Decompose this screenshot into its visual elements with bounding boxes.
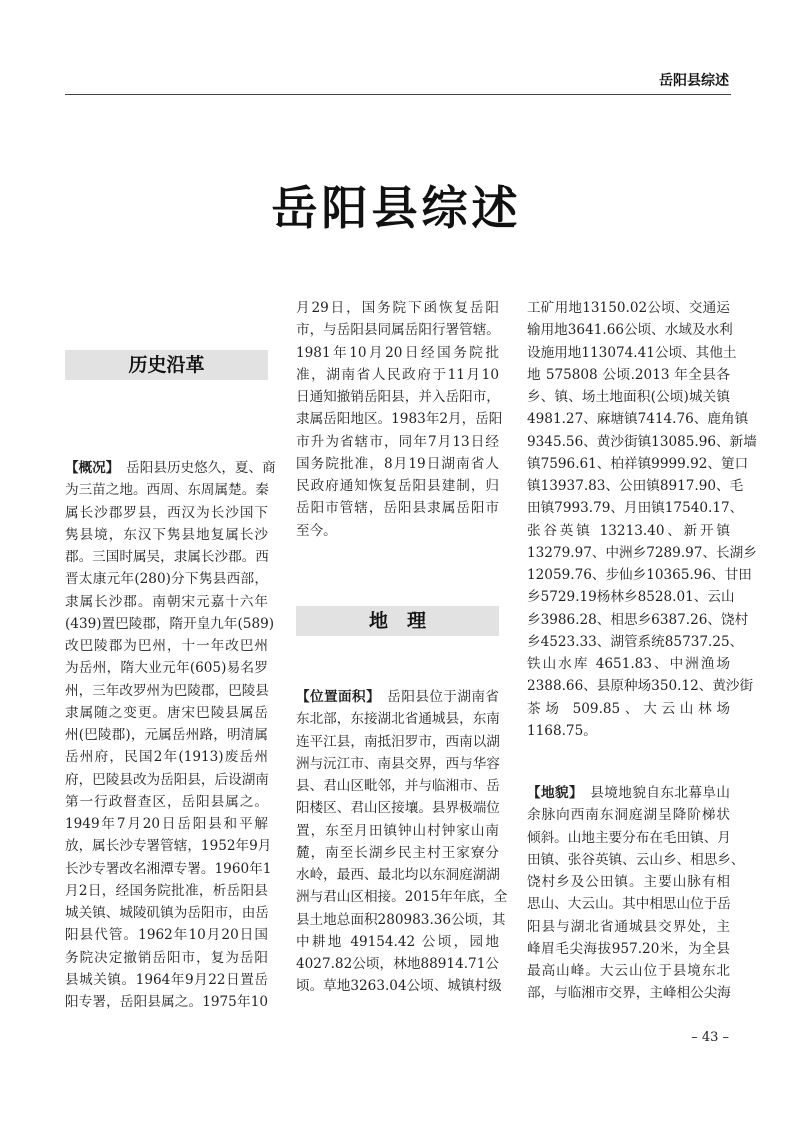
line-text: 置，东至月田镇钟山村钟家山南 (296, 822, 499, 839)
line-text: 部，与临湘市交界，主峰相公尖海 (527, 985, 731, 1002)
text-line (527, 520, 730, 542)
page-number: – 43 – (691, 1030, 729, 1045)
text-line (527, 609, 749, 631)
line-text: 州(巴陵郡)，元属岳州路，明清属 (65, 727, 268, 743)
line-text: 阳县代管。1962年10月20日国 (65, 927, 268, 944)
line-text: 1981年10月20日经国务院批 (296, 344, 499, 361)
line-text: 13279.97、中洲乡7289.97、长湖乡 (527, 544, 757, 561)
line-text: 乡、镇、场土地面积(公顷)城关镇 (527, 389, 730, 405)
text-line (527, 631, 744, 653)
text-line (65, 524, 268, 546)
text-line (65, 613, 275, 635)
text-line (65, 746, 268, 768)
line-text: 市，与岳阳县同属岳阳行署管辖。 (296, 322, 500, 339)
text-line (527, 653, 730, 675)
text-line (65, 924, 268, 946)
text-line (527, 871, 730, 893)
text-line (296, 842, 499, 864)
line-text: 国务院批准，8月19日湖南省人 (296, 455, 499, 472)
page-title: 岳阳县综述 (271, 181, 522, 235)
line-text: 县、君山区毗邻，并与临湘市、岳 (296, 778, 500, 794)
line-text: 阳县与湖北省通城县交界处，主 (527, 918, 730, 935)
line-text: 2388.66、县原种场350.12、黄沙街 (527, 678, 754, 695)
text-line (296, 953, 499, 975)
line-text: 乡3986.28、相思乡6387.26、饶村 (527, 611, 749, 628)
line-text: 4981.27、麻塘镇7414.76、鹿角镇 (527, 411, 749, 428)
text-line (527, 893, 730, 915)
line-text: 输用地3641.66公顷、水域及水利 (527, 322, 733, 339)
running-header: 岳阳县综述 (659, 73, 729, 89)
text-line (65, 858, 272, 880)
text-line (296, 731, 499, 753)
text-line (296, 686, 499, 708)
text-line (527, 960, 730, 982)
text-line (296, 775, 499, 797)
text-line (65, 902, 268, 924)
line-text: 日通知撤销岳阳县，并入岳阳市， (296, 389, 500, 405)
line-text: 洲与君山区相接。2015年年底，全 (296, 889, 508, 906)
line-text: 放，属长沙专署管辖，1952年9月 (65, 838, 272, 855)
line-text: 4027.82公顷，林地88914.71公 (296, 956, 499, 972)
line-text: 县境地貌自东北幕阜山 (576, 785, 731, 801)
line-text: 麓，南至长湖乡民主村王家寮分 (296, 844, 499, 861)
text-line (527, 475, 744, 497)
paragraph-label: 【位置面积】 (296, 689, 374, 705)
line-text: 茶场 509.85、大云山林场 (527, 700, 730, 717)
line-text: 12059.76、步仙乡10365.96、甘田 (527, 567, 752, 583)
text-line (65, 502, 268, 524)
text-line (65, 969, 268, 991)
line-text: 务院决定撤销岳阳市，复为岳阳 (65, 949, 268, 966)
line-text: 准，湖南省人民政府于11月10 (296, 366, 499, 383)
line-text: 倾斜。山地主要分布在毛田镇、月 (527, 829, 731, 846)
text-line (527, 297, 730, 319)
line-text: 阳楼区、君山区接壤。县界极端位 (296, 800, 500, 817)
line-text: 隽县境，东汉下隽县地复属长沙 (65, 526, 268, 543)
text-line (527, 319, 733, 341)
text-line (65, 813, 268, 835)
text-line (296, 431, 499, 453)
text-line (65, 568, 268, 590)
text-line (296, 453, 499, 475)
line-text: 市升为省辖市，同年7月13日经 (296, 433, 499, 450)
line-text: 东北部，东接湖北省通城县，东南 (296, 711, 500, 728)
text-line (296, 497, 499, 519)
text-line (296, 408, 503, 430)
text-line (65, 947, 268, 969)
line-text: 阳专署，岳阳县属之。1975年10 (65, 994, 268, 1010)
line-text: 乡4523.33、湖管系统85737.25、 (527, 633, 744, 650)
text-line (527, 453, 749, 475)
line-text: 思山、大云山。其中相思山位于岳 (527, 896, 731, 913)
line-text: 岳阳市管辖，岳阳县隶属岳阳市 (296, 500, 499, 517)
line-text: 隶属岳阳地区。1983年2月，岳阳 (296, 411, 503, 428)
text-line (65, 724, 268, 746)
line-text: 为岳州，隋大业元年(605)易名罗 (65, 660, 268, 677)
text-line (296, 886, 508, 908)
text-line (527, 564, 752, 586)
text-line (296, 708, 499, 730)
text-line (296, 364, 499, 386)
line-text: 余脉向西南东洞庭湖呈降阶梯状 (527, 807, 730, 824)
text-line (296, 820, 499, 842)
text-line (296, 864, 499, 886)
text-line (65, 880, 268, 902)
line-text: 隶属随之变更。唐宋巴陵县属岳 (65, 704, 268, 721)
section-heading-history: 历史沿革 (65, 350, 268, 380)
text-line (65, 457, 276, 479)
line-text: 属长沙郡罗县，西汉为长沙国下 (65, 504, 268, 521)
line-text: 岳阳县历史悠久，夏、商 (112, 460, 276, 476)
line-text: 1949年7月20日岳阳县和平解 (65, 816, 268, 832)
text-line (65, 791, 268, 813)
text-line (527, 542, 757, 564)
text-line (65, 635, 268, 657)
text-line (296, 386, 499, 408)
line-text: 晋太康元年(280)分下隽县西部， (65, 571, 268, 588)
line-text: 工矿用地13150.02公顷、交通运 (527, 300, 730, 316)
line-text: 1168.75。 (527, 722, 597, 739)
line-text: 月29日，国务院下函恢复岳阳 (296, 300, 499, 316)
text-line (527, 497, 744, 519)
line-text: 城关镇、城陵矶镇为岳阳市，由岳 (65, 905, 269, 921)
header-rule (65, 94, 731, 95)
line-text: (439)置巴陵郡，隋开皇九年(589) (65, 615, 275, 632)
paragraph-label: 【概况】 (65, 460, 113, 476)
text-line (65, 769, 268, 791)
text-line (527, 386, 730, 408)
line-text: 民政府通知恢复岳阳县建制，归 (296, 478, 499, 494)
text-line (527, 698, 730, 720)
line-text: 水岭，最西、最北均以东洞庭湖湖 (296, 867, 500, 883)
paragraph-overview-continued (296, 297, 503, 542)
text-line (527, 827, 730, 849)
text-line (65, 546, 268, 568)
text-line (65, 702, 268, 724)
line-text: 最高山峰。大云山位于县境东北 (527, 963, 730, 979)
line-text: 田镇、张谷英镇、云山乡、相思乡、 (527, 851, 745, 868)
text-line (65, 591, 268, 613)
line-text: 改巴陵郡为巴州，十一年改巴州 (65, 638, 268, 654)
line-text: 县城关镇。1964年9月22日置岳 (65, 971, 268, 988)
text-line (527, 782, 730, 804)
text-line (527, 720, 730, 742)
line-text: 乡5729.19杨林乡8528.01、云山 (527, 589, 735, 606)
line-text: 州，三年改罗州为巴陵郡，巴陵县 (65, 682, 269, 699)
text-line (527, 938, 730, 960)
line-text: 长沙专署改名湘潭专署。1960年1 (65, 860, 272, 877)
line-text: 岳州府，民国2年(1913)废岳州 (65, 749, 268, 766)
line-text: 峰眉毛尖海拔957.20米，为全县 (527, 940, 730, 957)
line-text: 连平江县，南抵汨罗市，西南以湖 (296, 733, 500, 750)
text-line (65, 680, 268, 702)
text-line (296, 520, 499, 542)
paragraph-location-area-continued (527, 297, 757, 742)
line-text: 岳阳县位于湖南省 (373, 689, 500, 705)
paragraph-overview (65, 457, 276, 1013)
line-text: 为三苗之地。西周、东周属楚。秦 (65, 482, 269, 499)
line-text: 府，巴陵县改为岳阳县，后设湖南 (65, 771, 269, 788)
line-text: 设施用地113074.41公顷、其他土 (527, 344, 737, 361)
text-line (296, 909, 506, 931)
text-line (527, 916, 730, 938)
text-line (296, 297, 499, 319)
line-text: 饶村乡及公田镇。主要山脉有相 (527, 874, 730, 890)
line-text: 县土地总面积280983.36公顷，其 (296, 911, 506, 928)
line-text: 郡。三国时属吴，隶属长沙郡。西 (65, 549, 269, 565)
text-line (65, 835, 272, 857)
line-text: 镇7596.61、柏祥镇9999.92、筻口 (527, 455, 749, 472)
paragraph-label: 【地貌】 (527, 785, 577, 801)
line-text: 张谷英镇 13213.40、新开镇 (527, 522, 730, 539)
text-line (527, 586, 735, 608)
text-line (527, 804, 730, 826)
text-line (65, 657, 268, 679)
line-text: 月2日，经国务院批准，析岳阳县 (65, 882, 268, 899)
line-text: 第一行政督查区，岳阳县属之。 (65, 793, 268, 810)
text-line (527, 982, 730, 1004)
text-line (296, 753, 499, 775)
text-line (527, 408, 749, 430)
line-text: 田镇7993.79、月田镇17540.17、 (527, 500, 744, 517)
line-text: 镇13937.83、公田镇8917.90、毛 (527, 478, 744, 494)
line-text: 隶属长沙郡。南朝宋元嘉十六年 (65, 593, 268, 610)
text-line (296, 475, 499, 497)
line-text: 地 575808 公顷.2013 年全县各 (527, 366, 730, 383)
text-line (527, 675, 754, 697)
text-line (527, 342, 737, 364)
line-text: 9345.56、黄沙街镇13085.96、新墙 (527, 433, 757, 450)
text-line (296, 931, 499, 953)
paragraph-location-area (296, 686, 508, 998)
line-text: 顷。草地3263.04公顷、城镇村级 (296, 978, 502, 995)
paragraph-landform (527, 782, 745, 1005)
line-text: 至今。 (296, 522, 337, 539)
text-line (296, 342, 499, 364)
line-text: 铁山水库 4651.83、中洲渔场 (527, 656, 730, 672)
text-line (65, 991, 268, 1013)
section-heading-geography: 地 理 (296, 606, 499, 636)
text-line (65, 479, 268, 501)
text-line (527, 431, 757, 453)
line-text: 洲与沅江市、南县交界，西与华容 (296, 755, 500, 772)
text-line (296, 319, 499, 341)
text-line (527, 364, 730, 386)
text-line (296, 797, 499, 819)
text-line (527, 849, 745, 871)
line-text: 中耕地 49154.42 公顷，园地 (296, 933, 499, 950)
text-line (296, 975, 502, 997)
